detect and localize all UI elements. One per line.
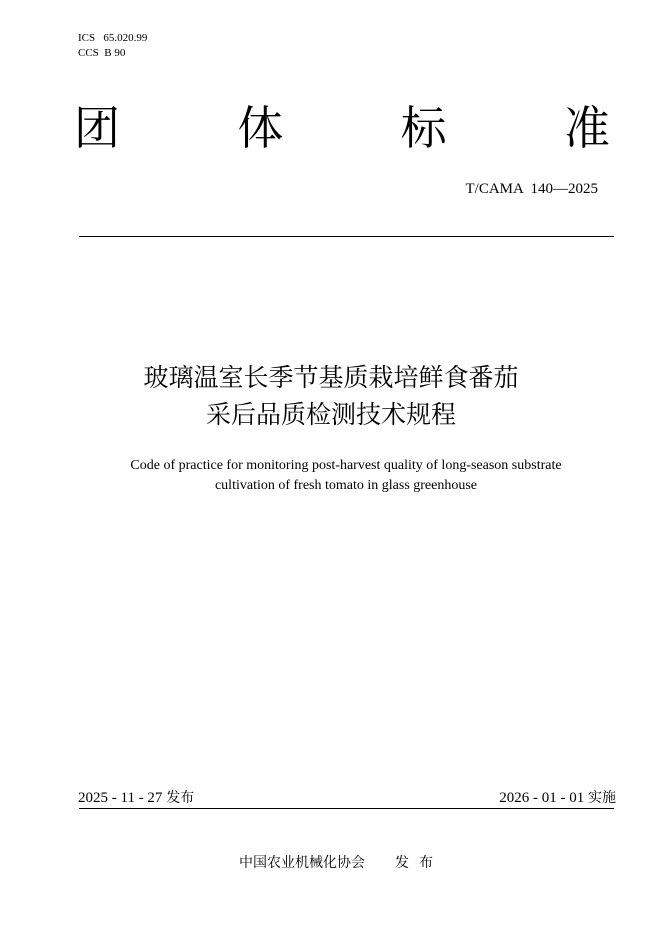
header-divider [79,236,614,237]
standard-type-heading [74,102,610,154]
title-zh-line-1: 玻璃温室长季节基质栽培鲜食番茄 [143,363,519,392]
issue-date [78,788,194,808]
standard-type-char: 体 [237,101,284,155]
implement-date-label: 实施 [588,790,616,806]
implement-date-value: 2026 - 01 - 01 [499,790,588,806]
standard-type-char: 标 [400,101,447,155]
issue-date-value: 2025 - 11 - 27 [78,790,167,806]
title-zh-line-2: 采后品质检测技术规程 [205,400,456,429]
title-en-line-1: Code of practice for monitoring post-harvest quality of long-season substrate [130,458,562,473]
standard-code: T/CAMA 140—2025 [465,181,598,197]
standard-type-char: 准 [563,101,610,155]
publisher-name: 中国农业机械化协会 [239,855,365,871]
ics-code: ICS 65.020.99 [78,32,148,44]
implement-date [499,788,616,808]
issue-date-label: 发布 [166,790,195,806]
publisher [0,853,662,873]
standard-type-char: 团 [74,101,120,155]
title-en-line-2: cultivation of fresh tomato in glass greenhouse [214,478,478,493]
publisher-action: 发布 [395,855,443,871]
footer-divider [79,808,614,809]
ccs-code: CCS B 90 [78,47,126,59]
